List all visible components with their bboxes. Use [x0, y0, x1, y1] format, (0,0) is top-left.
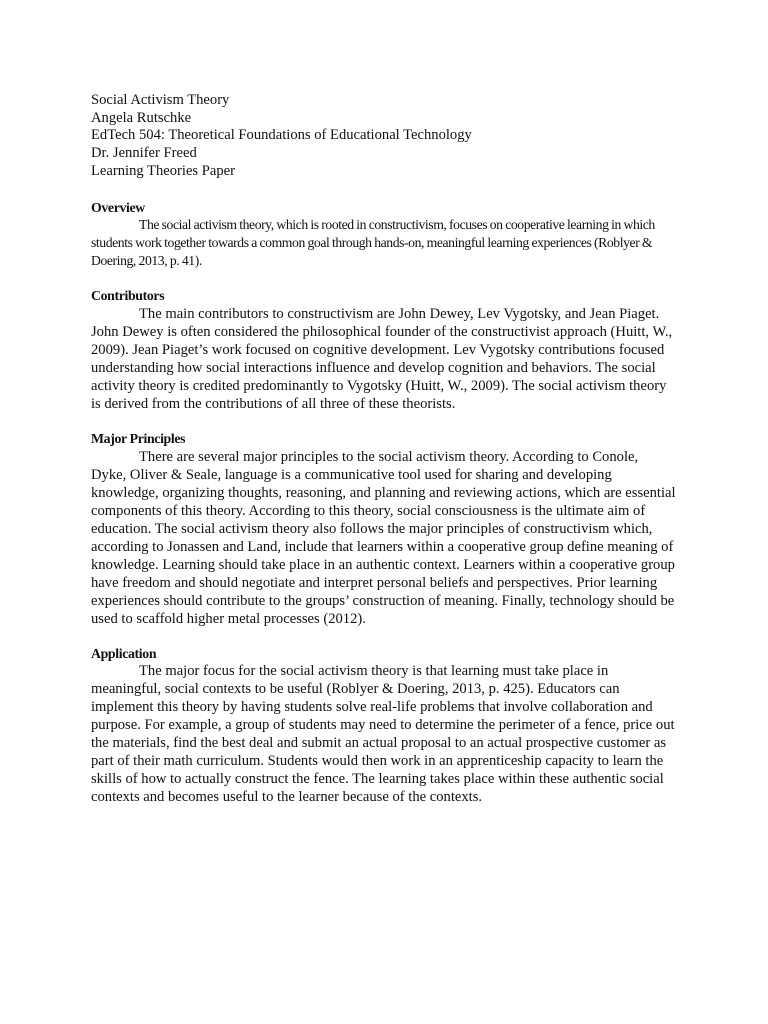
paper-title: Social Activism Theory — [91, 92, 230, 108]
section-heading: Application — [91, 645, 157, 661]
course-name: EdTech 504: Theoretical Foundations of Educational Technology — [91, 127, 472, 144]
author-name: Angela Rutschke — [91, 109, 192, 126]
section-body: The main contributors to constructivism are John Dewey, Lev Vygotsky, and Jean Piaget. John Dewey is often considered the philosophical founder of the constructivist approach (Huitt, W., 2009). Jean Piaget’s work focused on cognitive development. Lev Vygotsky contributions focused understanding how social interactions influence and develop cognition and behaviors. The social activity theory is credited predominantly to Vygotsky (Huitt, W., 2009). The social activism theory is derived from the contributions of all three of these theorists. — [91, 305, 673, 412]
paper-type: Learning Theories Paper — [91, 162, 235, 179]
document-page — [91, 92, 676, 806]
section-body: The social activism theory, which is rooted in constructivism, focuses on cooperative learning in which students work together towards a common goal through hands-on, meaningful learning experiences (Roblyer & Doering, 2013, p. 41). — [91, 217, 655, 269]
section-major-principles — [91, 430, 676, 628]
section-heading: Contributors — [91, 288, 165, 304]
section-body: The major focus for the social activism theory is that learning must take place in meaningful, social contexts to be useful (Roblyer & Doering, 2013, p. 425). Educators can implement this theory by having students solve real-life problems that involve collaboration and purpose. For example, a group of students may need to determine the perimeter of a fence, price out the materials, find the best deal and submit an actual proposal to an actual prospective customer as part of their math curriculum. Students would then work in an apprenticeship capacity to learn the skills of how to actually construct the fence. The learning takes place within these authentic social contexts and becomes useful to the learner because of the contexts. — [91, 663, 675, 806]
section-body: There are several major principles to the social activism theory. According to Conole, Dyke, Oliver & Seale, language is a communicative tool used for sharing and developing knowledge, organizing thoughts, reasoning, and planning and reviewing actions, which are essential components of this theory. According to this theory, social consciousness is the ultimate aim of education. The social activism theory also follows the major principles of constructivism which, according to Jonassen and Land, include that learners within a cooperative group define meaning of knowledge. Learning should take place in an authentic context. Learners within a cooperative group have freedom and should negotiate and interpret personal beliefs and perspectives. Prior learning experiences should contribute to the groups’ construction of meaning. Finally, technology should be used to scaffold higher metal processes (2012). — [91, 448, 676, 627]
document-header — [91, 92, 676, 181]
section-contributors — [91, 287, 676, 413]
instructor-name: Dr. Jennifer Freed — [91, 145, 197, 162]
section-application — [91, 645, 676, 807]
section-heading: Overview — [91, 199, 145, 215]
section-heading: Major Principles — [91, 430, 186, 446]
section-overview — [91, 199, 676, 271]
